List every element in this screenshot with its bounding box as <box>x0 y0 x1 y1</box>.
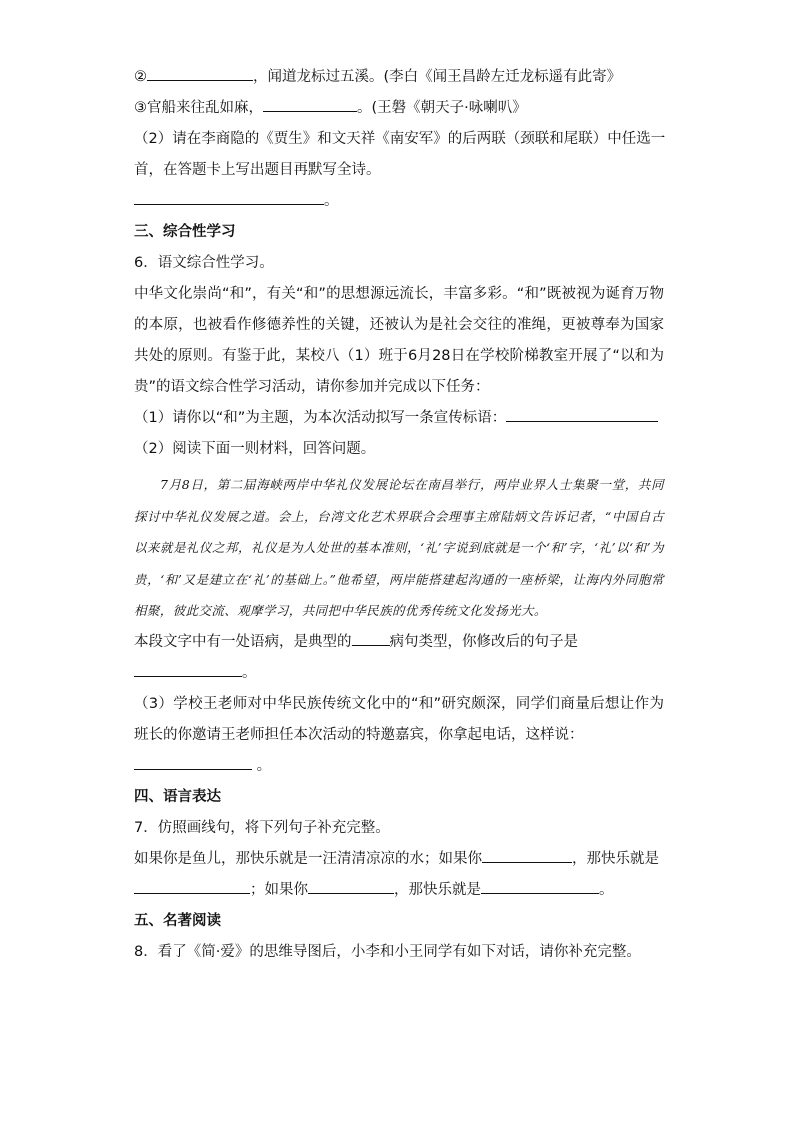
q5-sub2-line2: 首，在答题卡上写出题目再默写全诗。 <box>134 162 381 178</box>
answer-blank[interactable] <box>134 662 242 677</box>
punctuation: 。 <box>324 193 339 209</box>
answer-blank[interactable] <box>134 190 324 205</box>
slogan-blank[interactable] <box>506 407 658 422</box>
q6-task3: （3）学校王老师对中华民族传统文化中的“和”研究颇深，同学们商量后想让作为班长的你邀请王老师担任本次活动的特邀嘉宾，你拿起电话，这样说： <box>134 695 664 743</box>
section-heading: 五、名著阅读 <box>134 912 221 929</box>
answer-blank[interactable] <box>482 848 572 863</box>
poem-line-text: ，闻道龙标过五溪。(李白《闻王昌龄左迁龙标遥有此寄》 <box>253 69 622 85</box>
q7-line2 <box>134 875 664 906</box>
sentence-text: ，那快乐就是 <box>572 850 659 867</box>
exam-page <box>134 62 664 968</box>
poem-source-text: 。(王磐《朝天子·咏喇叭》 <box>357 100 527 116</box>
sentence-text: ；如果你 <box>250 881 308 898</box>
q6-answer-line <box>134 658 664 689</box>
punctuation: 。 <box>599 881 614 898</box>
error-type-blank[interactable] <box>352 631 390 646</box>
q5-line-3 <box>134 93 664 124</box>
q5-answer-line <box>134 186 664 217</box>
punctuation: 。 <box>256 757 272 774</box>
answer-blank[interactable] <box>263 97 357 112</box>
punctuation: 。 <box>242 664 257 681</box>
answer-blank[interactable] <box>147 66 253 81</box>
poem-line-text: ③官船来往乱如麻， <box>134 100 263 116</box>
section-heading: 三、综合性学习 <box>134 224 236 240</box>
sentence-text: ，那快乐就是 <box>394 881 481 898</box>
question-intro: 中华文化崇尚“和”，有关“和”的思想源远流长，丰富多彩。“和”既被视为诞育万物的本原，也被看作修德养性的关键，还被认为是社会交往的准绳，更被尊奉为国家共处的原则。有鉴于此，某校八（1）班于6月28日在学校阶梯教室开展了“以和为贵”的语文综合性学习活动，请你参加并完成以下任务： <box>134 286 664 395</box>
q6-task1 <box>134 403 664 434</box>
q6-task2: （2）阅读下面一则材料，回答问题。 <box>134 441 376 457</box>
reading-material: 7月8日，第二届海峡两岸中华礼仪发展论坛在南昌举行，两岸业界人士集聚一堂，共同探讨中华礼仪发展之道。会上，台湾文化艺术界联合会理事主席陆炳文告诉记者，“中国自古以来就是礼仪之邦，礼仪是为人处世的基本准则，‘礼’字说到底就是一个‘和’字，‘礼’以‘和’为贵，‘和’又是建立在‘礼’的基础上。”他希望，两岸能搭建起沟通的一座桥梁，让海内外同胞常相聚，彼此交流、观摩学习，共同把中华民族的优秀传统文化发扬光大。 <box>134 477 664 618</box>
answer-blank[interactable] <box>308 879 394 894</box>
q5-sub2-line1: （2）请在李商隐的《贾生》和文天祥《南安军》的后两联（颈联和尾联）中任选一 <box>134 131 666 147</box>
task-text: 病句类型，你修改后的句子是 <box>389 633 578 650</box>
task-text: （1）请你以“和”为主题，为本次活动拟写一条宣传标语： <box>134 410 507 426</box>
line-number: ② <box>134 69 147 85</box>
task-text: 本段文字中有一处语病，是典型的 <box>134 633 352 650</box>
answer-blank[interactable] <box>481 879 599 894</box>
answer-blank[interactable] <box>134 879 250 894</box>
q6-error-line <box>134 627 664 658</box>
question-stem: 7．仿照画线句，将下列句子补充完整。 <box>134 819 390 836</box>
question-stem: 8．看了《简·爱》的思维导图后，小李和小王同学有如下对话，请你补充完整。 <box>134 943 641 960</box>
q7-line1 <box>134 844 664 875</box>
answer-blank[interactable] <box>134 755 252 770</box>
sentence-text: 如果你是鱼儿，那快乐就是一汪清清凉凉的水；如果你 <box>134 850 482 867</box>
section-heading: 四、语言表达 <box>134 788 221 805</box>
q6-task3-answer <box>134 751 664 782</box>
question-stem: 6．语文综合性学习。 <box>134 255 274 271</box>
q5-line-2 <box>134 62 664 93</box>
